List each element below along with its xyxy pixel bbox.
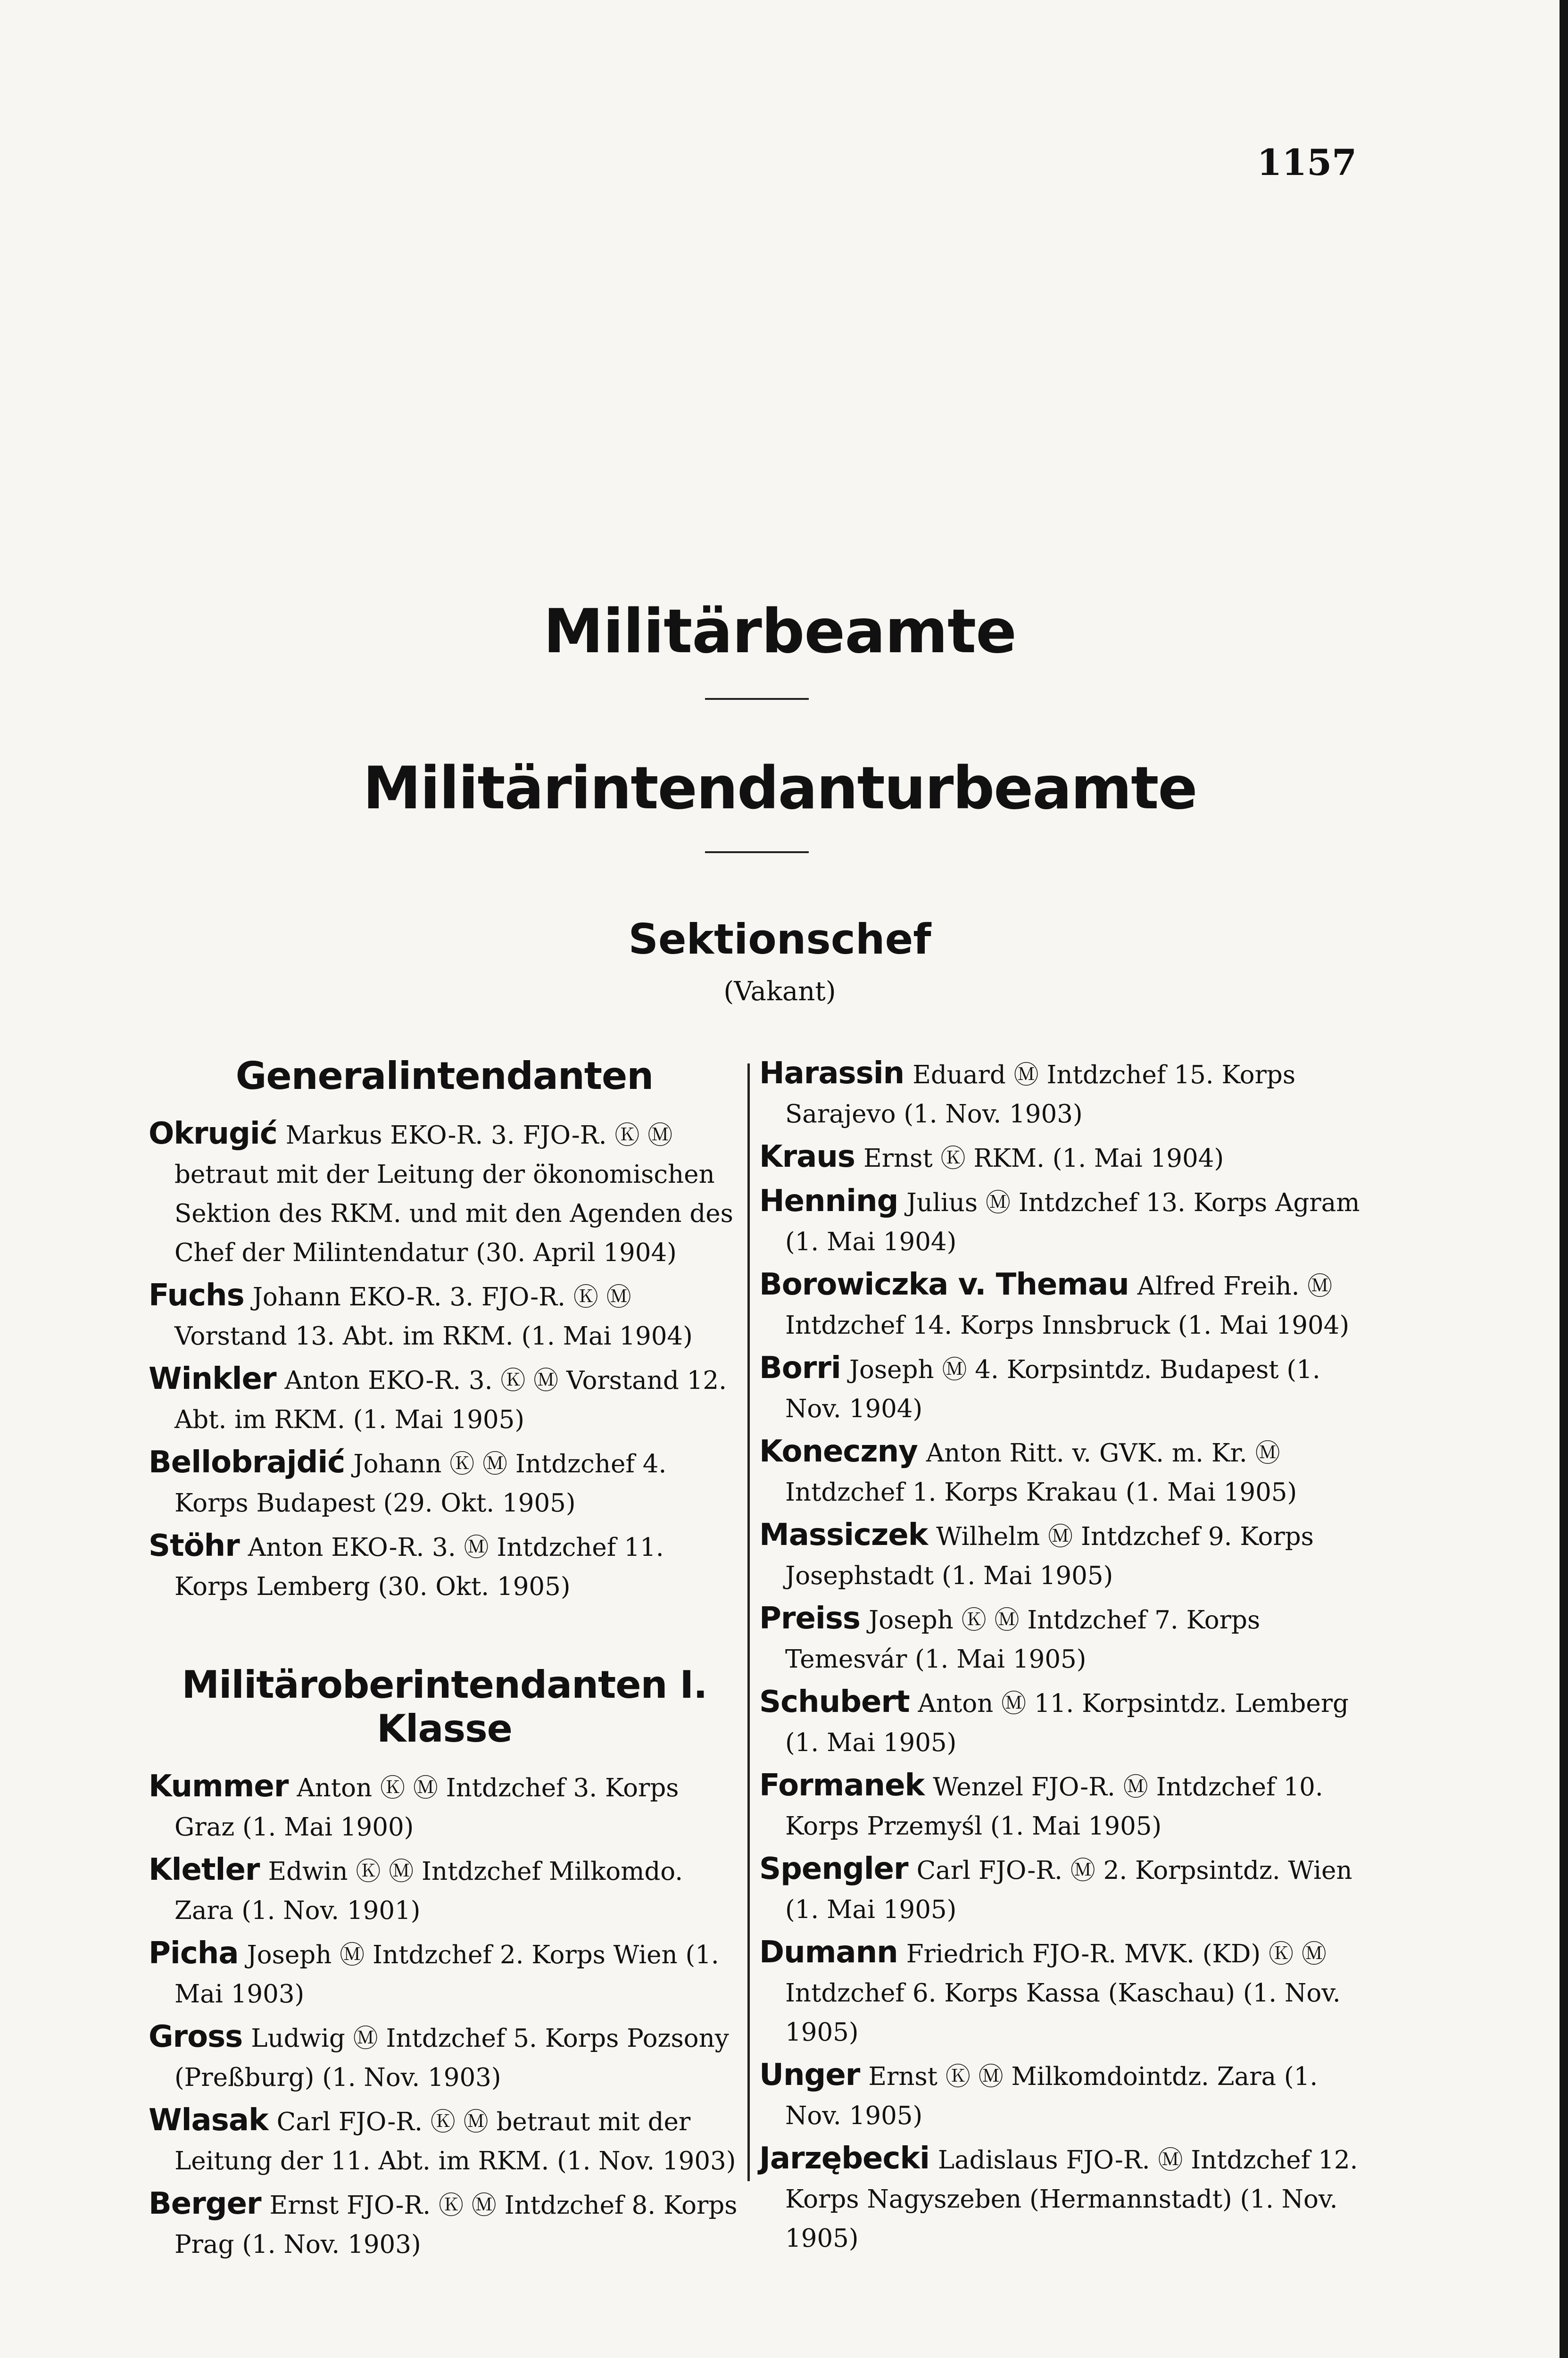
list-item <box>759 1349 1365 1428</box>
entry-details: Eduard Ⓜ Intdzchef 15. Korps Sarajevo (1. Nov. 1903) <box>785 1061 1296 1129</box>
list-item <box>759 1054 1365 1134</box>
list-item <box>759 2139 1365 2258</box>
entry-details: Johann EKO-R. 3. FJO-R. Ⓚ Ⓜ Vorstand 13. Abt. im RKM. (1. Mai 1904) <box>174 1283 693 1351</box>
subtitle: Militärintendanturbeamte <box>363 755 1197 822</box>
entry-surname: Kummer <box>149 1769 289 1804</box>
entry-surname: Berger <box>149 2186 261 2221</box>
list-item <box>759 1850 1365 1929</box>
entry-details: Ernst Ⓚ Ⓜ Milkomdointdz. Zara (1. Nov. 1905) <box>785 2062 1318 2130</box>
entry-details: Julius Ⓜ Intdzchef 13. Korps Agram (1. Mai 1904) <box>785 1188 1360 1256</box>
list-item <box>149 1360 740 1439</box>
list-item <box>759 1265 1365 1345</box>
list-item <box>759 1182 1365 1262</box>
entry-surname: Jarzębecki <box>759 2141 929 2176</box>
entry-details: Carl FJO-R. Ⓚ Ⓜ betraut mit der Leitung der 11. Abt. im RKM. (1. Nov. 1903) <box>174 2108 736 2175</box>
list-item <box>149 2018 740 2097</box>
list-item <box>149 1851 740 1930</box>
title-rule <box>705 698 809 700</box>
right-column <box>759 1054 1365 2262</box>
entry-surname: Picha <box>149 1936 239 1971</box>
left-column <box>149 1054 740 2268</box>
right-entries-list <box>759 1054 1365 2258</box>
entry-surname: Okrugić <box>149 1116 277 1151</box>
entry-details: Johann Ⓚ Ⓜ Intdzchef 4. Korps Budapest (29. Okt. 1905) <box>174 1450 667 1518</box>
list-item <box>149 1934 740 2014</box>
entry-surname: Fuchs <box>149 1278 244 1313</box>
entry-details: Joseph Ⓜ 4. Korpsintdz. Budapest (1. Nov. 1904) <box>785 1355 1320 1423</box>
entry-surname: Henning <box>759 1184 898 1219</box>
entry-details: Ernst Ⓚ RKM. (1. Mai 1904) <box>863 1144 1224 1173</box>
oberintendanten-heading: Militäroberintendanten I. Klasse <box>182 1663 707 1751</box>
list-item <box>759 1516 1365 1595</box>
entry-details: Markus EKO-R. 3. FJO-R. Ⓚ Ⓜ betraut mit der Leitung der ökonomischen Sektion des RKM. und mit den Agenden des Chef der Milintendatur (30. April 1904) <box>174 1121 733 1267</box>
generalintendanten-heading: Generalintendanten <box>235 1054 654 1098</box>
list-item <box>759 1599 1365 1679</box>
entry-details: Ludwig Ⓜ Intdzchef 5. Korps Pozsony (Preßburg) (1. Nov. 1903) <box>174 2024 729 2092</box>
list-item <box>149 1767 740 1847</box>
entry-surname: Gross <box>149 2019 243 2054</box>
entry-details: Anton Ⓚ Ⓜ Intdzchef 3. Korps Graz (1. Mai 1900) <box>174 1774 679 1842</box>
section-title: Sektionschef <box>628 915 931 963</box>
entry-details: Joseph Ⓚ Ⓜ Intdzchef 7. Korps Temesvár (1. Mai 1905) <box>785 1606 1261 1674</box>
entry-surname: Spengler <box>759 1852 908 1886</box>
entry-details: Friedrich FJO-R. MVK. (KD) Ⓚ Ⓜ Intdzchef 6. Korps Kassa (Kaschau) (1. Nov. 1905) <box>785 1940 1341 2047</box>
entry-surname: Wlasak <box>149 2103 268 2138</box>
generalintendanten-list <box>149 1114 740 1606</box>
vacant-note: (Vakant) <box>723 976 836 1007</box>
entry-details: Anton Ⓜ 11. Korpsintdz. Lemberg (1. Mai 1905) <box>785 1689 1349 1757</box>
entry-surname: Kletler <box>149 1852 260 1887</box>
list-item <box>759 1766 1365 1846</box>
entry-surname: Formanek <box>759 1768 925 1803</box>
list-item <box>149 2184 740 2264</box>
entry-surname: Koneczny <box>759 1434 918 1469</box>
entry-details: Wilhelm Ⓜ Intdzchef 9. Korps Josephstadt (1. Mai 1905) <box>785 1522 1314 1590</box>
entry-surname: Bellobrajdić <box>149 1445 345 1480</box>
entry-details: Ernst FJO-R. Ⓚ Ⓜ Intdzchef 8. Korps Prag (1. Nov. 1903) <box>174 2191 738 2259</box>
entry-surname: Borowiczka v. Themau <box>759 1267 1129 1302</box>
list-item <box>759 1683 1365 1762</box>
entry-surname: Harassin <box>759 1056 904 1091</box>
page-number: 1157 <box>1257 141 1357 183</box>
entry-details: Anton EKO-R. 3. Ⓜ Intdzchef 11. Korps Lemberg (30. Okt. 1905) <box>174 1533 664 1601</box>
entry-details: Carl FJO-R. Ⓜ 2. Korpsintdz. Wien (1. Mai 1905) <box>785 1856 1352 1924</box>
list-item <box>149 2101 740 2181</box>
entry-surname: Kraus <box>759 1139 855 1174</box>
entry-details: Ladislaus FJO-R. Ⓜ Intdzchef 12. Korps Nagyszeben (Hermannstadt) (1. Nov. 1905) <box>785 2146 1358 2253</box>
oberintendanten-list <box>149 1767 740 2264</box>
entry-surname: Dumann <box>759 1935 898 1970</box>
list-item <box>149 1527 740 1606</box>
list-item <box>759 1137 1365 1178</box>
entry-surname: Preiss <box>759 1601 860 1636</box>
entry-details: Anton Ritt. v. GVK. m. Kr. Ⓜ Intdzchef 1. Korps Krakau (1. Mai 1905) <box>785 1439 1297 1507</box>
entry-surname: Borri <box>759 1351 841 1386</box>
main-title: Militärbeamte <box>543 597 1016 667</box>
entry-details: Anton EKO-R. 3. Ⓚ Ⓜ Vorstand 12. Abt. im RKM. (1. Mai 1905) <box>174 1366 727 1434</box>
entry-details: Alfred Freih. Ⓜ Intdzchef 14. Korps Innsbruck (1. Mai 1904) <box>785 1272 1350 1340</box>
column-divider <box>747 1063 750 2181</box>
entry-surname: Schubert <box>759 1685 910 1719</box>
list-item <box>759 2056 1365 2135</box>
entry-details: Edwin Ⓚ Ⓜ Intdzchef Milkomdo. Zara (1. Nov. 1901) <box>174 1857 683 1925</box>
list-item <box>759 1933 1365 2052</box>
list-item <box>759 1432 1365 1512</box>
entry-details: Joseph Ⓜ Intdzchef 2. Korps Wien (1. Mai 1903) <box>174 1941 719 2009</box>
list-item <box>149 1276 740 1356</box>
list-item <box>149 1443 740 1523</box>
entry-surname: Massiczek <box>759 1518 928 1553</box>
entry-surname: Winkler <box>149 1362 276 1396</box>
subtitle-rule <box>705 851 809 853</box>
list-item <box>149 1114 740 1272</box>
entry-surname: Stöhr <box>149 1528 240 1563</box>
entry-details: Wenzel FJO-R. Ⓜ Intdzchef 10. Korps Przemyśl (1. Mai 1905) <box>785 1773 1323 1841</box>
entry-surname: Unger <box>759 2058 860 2092</box>
